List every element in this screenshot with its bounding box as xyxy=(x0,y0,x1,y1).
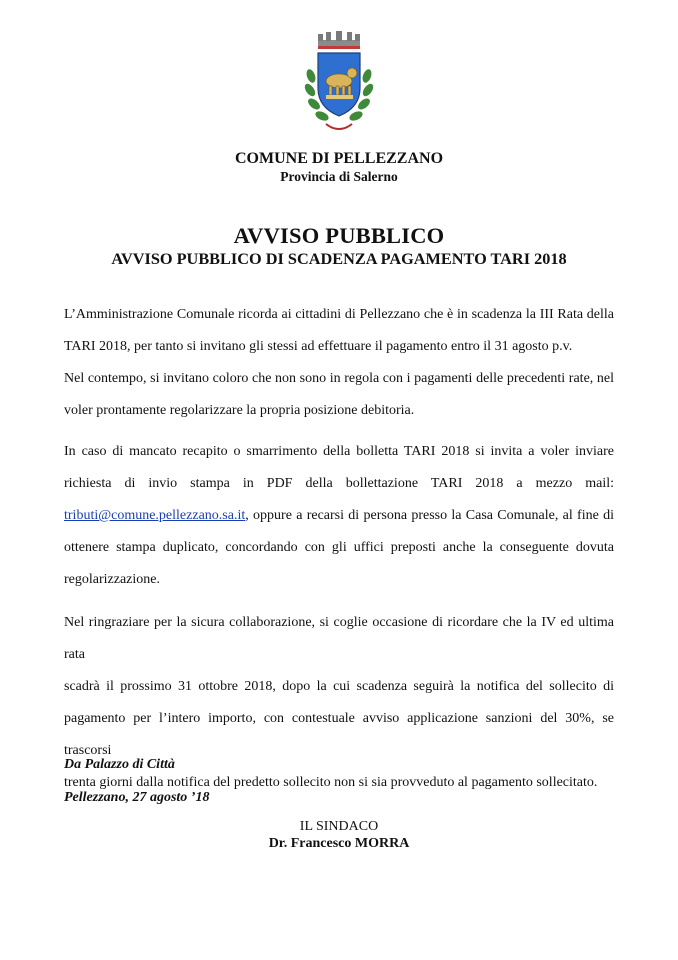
paragraph-reminder xyxy=(64,299,614,427)
paragraph-line: In caso di mancato recapito o smarrimento della bolletta TARI 2018 si invita a voler inviare xyxy=(64,444,614,459)
paragraph-missing-bill xyxy=(64,436,614,596)
notice-title: AVVISO PUBBLICO xyxy=(233,223,445,248)
municipality-name: COMUNE DI PELLEZZANO xyxy=(234,150,444,167)
paragraph-line: richiesta di invio stampa in PDF della bollettazione TARI 2018 a mezzo mail: xyxy=(64,476,614,491)
paragraph-line: pagamento per l’intero importo, con contestuale avviso applicazione sanzioni del 30%, se trascorsi xyxy=(64,711,614,758)
shield-band xyxy=(326,95,353,99)
paragraph-line: Nel contempo, si invitano coloro che non sono in regola con i pagamenti delle precedenti rate, nel xyxy=(64,371,614,386)
paragraph-line: TARI 2018, per tanto si invitano gli stessi ad effettuare il pagamento entro il 31 agosto p.v. xyxy=(64,339,573,354)
signatory-title: IL SINDACO xyxy=(299,819,379,834)
issue-date: Pellezzano, 27 agosto ’18 xyxy=(64,790,210,805)
paragraph-line: scadrà il prossimo 31 ottobre 2018, dopo la cui scadenza seguirà la notifica del sollecito di xyxy=(64,679,614,694)
paragraph-line: ottenere stampa duplicato, concordando con gli uffici preposti anche la conseguente dovuta xyxy=(64,540,614,555)
municipal-crest-icon xyxy=(296,26,382,138)
crown-icon xyxy=(318,31,360,49)
province-name: Provincia di Salerno xyxy=(280,169,398,184)
paragraph-line: Nel ringraziare per la sicura collaborazione, si coglie occasione di ricordare che la IV ed ultima rata xyxy=(64,615,614,662)
paragraph-line: regolarizzazione. xyxy=(64,572,160,587)
signatory-name: Dr. Francesco MORRA xyxy=(268,836,410,851)
paragraph-line-with-email xyxy=(64,500,614,532)
paragraph-line-rest: , oppure a recarsi di persona presso la Casa Comunale, al fine di xyxy=(245,508,614,523)
notice-subtitle: AVVISO PUBBLICO DI SCADENZA PAGAMENTO TARI 2018 xyxy=(111,249,567,268)
paragraph-line: trenta giorni dalla notifica del predetto sollecito non si sia provveduto al pagamento sollecitato. xyxy=(64,775,598,790)
signature-block xyxy=(0,818,678,852)
paragraph-line: voler prontamente regolarizzare la propria posizione debitoria. xyxy=(64,403,415,418)
email-link[interactable]: tributi@comune.pellezzano.sa.it xyxy=(64,508,246,523)
ribbon xyxy=(326,124,352,129)
paragraph-line: L’Amministrazione Comunale ricorda ai cittadini di Pellezzano che è in scadenza la III Rata della xyxy=(64,307,614,322)
issuing-place: Da Palazzo di Città xyxy=(64,757,175,772)
